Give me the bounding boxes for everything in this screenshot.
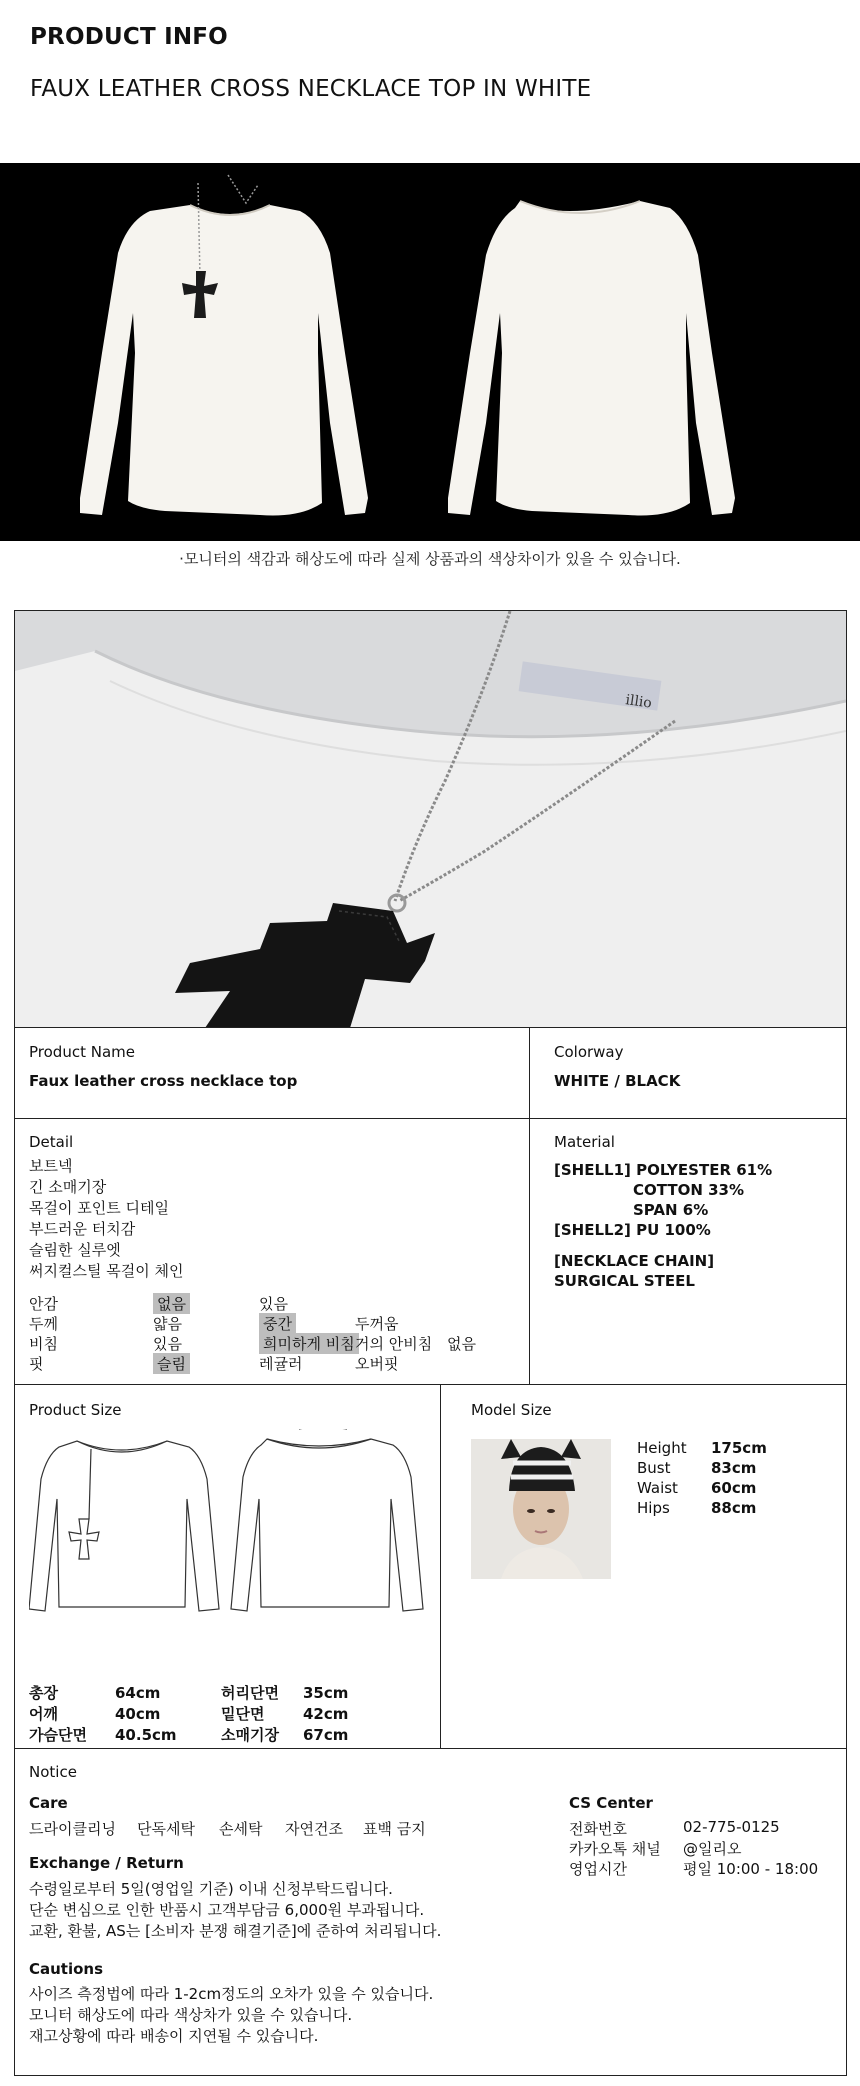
- care-item: 표백 금지: [363, 1820, 426, 1838]
- front-flat-sketch: [29, 1441, 219, 1611]
- material-label: Material: [554, 1133, 615, 1151]
- spec-option: 없음: [447, 1335, 476, 1353]
- model-row-value: 175cm: [711, 1439, 767, 1457]
- size-left-values: [115, 1683, 177, 1746]
- size-diagram: [29, 1429, 439, 1629]
- detail-line: 부드러운 터치감: [29, 1220, 136, 1238]
- size-name: 총장: [29, 1684, 58, 1702]
- material-line: [SHELL2] PU 100%: [554, 1221, 711, 1239]
- caution-line: 재고상황에 따라 배송이 지연될 수 있습니다.: [29, 2027, 319, 2045]
- size-name: 어깨: [29, 1705, 58, 1723]
- caution-line: 사이즈 측정법에 따라 1-2cm정도의 오차가 있을 수 있습니다.: [29, 1985, 434, 2003]
- model-row-value: 60cm: [711, 1479, 757, 1497]
- detail-list: [29, 1156, 183, 1282]
- care-item: 단독세탁: [137, 1820, 195, 1838]
- cs-row-value: 평일 10:00 - 18:00: [683, 1860, 819, 1878]
- detail-line: 목걸이 포인트 디테일: [29, 1199, 169, 1217]
- material-line: [NECKLACE CHAIN]: [554, 1252, 715, 1270]
- cs-row-name: 영업시간: [569, 1860, 627, 1878]
- spec-option: 오버핏: [355, 1355, 399, 1373]
- model-size-label: Model Size: [471, 1401, 552, 1419]
- product-name-label: Product Name: [29, 1043, 135, 1061]
- spec-name: 안감: [29, 1295, 58, 1313]
- spec-option: 있음: [259, 1295, 288, 1313]
- front-top-image: [80, 175, 368, 516]
- size-value: 42cm: [303, 1705, 349, 1723]
- size-value: 35cm: [303, 1684, 349, 1702]
- product-name-value: Faux leather cross necklace top: [29, 1072, 298, 1090]
- product-title: FAUX LEATHER CROSS NECKLACE TOP IN WHITE: [30, 76, 592, 102]
- model-row-name: Hips: [637, 1499, 670, 1517]
- back-flat-sketch: [231, 1429, 423, 1611]
- spec-option-selected: 희미하게 비침: [259, 1333, 359, 1354]
- spec-option: 있음: [153, 1335, 182, 1353]
- exchange-line: 수령일로부터 5일(영업일 기준) 이내 신청부탁드립니다.: [29, 1880, 393, 1898]
- colorway-label: Colorway: [554, 1043, 624, 1061]
- spec-name: 핏: [29, 1355, 44, 1373]
- spec-name: 비침: [29, 1335, 58, 1353]
- spec-option: 얇음: [153, 1315, 182, 1333]
- size-name: 소매기장: [221, 1726, 279, 1744]
- size-value: 64cm: [115, 1684, 161, 1702]
- size-name: 허리단면: [221, 1684, 279, 1702]
- cs-row-value: @일리오: [683, 1840, 742, 1858]
- exchange-title: Exchange / Return: [29, 1854, 184, 1872]
- product-info-sheet: [14, 610, 847, 2076]
- size-left-names: [29, 1683, 87, 1746]
- size-name: 밑단면: [221, 1705, 265, 1723]
- care-title: Care: [29, 1794, 68, 1812]
- spec-option: 레귤러: [259, 1355, 303, 1373]
- model-row-value: 88cm: [711, 1499, 757, 1517]
- model-photo: [471, 1439, 611, 1579]
- photo-label-tag: illio: [624, 692, 653, 712]
- detail-line: 긴 소매기장: [29, 1178, 107, 1196]
- material-line: COTTON 33%: [633, 1181, 744, 1199]
- cs-row-name: 전화번호: [569, 1820, 627, 1838]
- caution-line: 모니터 해상도에 따라 색상차가 있을 수 있습니다.: [29, 2006, 353, 2024]
- detail-line: 슬림한 실루엣: [29, 1241, 121, 1259]
- hero-product-image: [0, 163, 860, 541]
- monitor-color-notice: ·모니터의 색감과 해상도에 따라 실제 상품과의 색상차이가 있을 수 있습니다.: [179, 550, 681, 568]
- size-right-names: [221, 1683, 279, 1746]
- material-line: SPAN 6%: [633, 1201, 709, 1219]
- cs-row-value: 02-775-0125: [683, 1818, 780, 1836]
- material-list: [554, 1160, 772, 1291]
- model-row-name: Waist: [637, 1479, 678, 1497]
- detail-photo: [15, 611, 846, 1028]
- cs-row-name: 카카오톡 채널: [569, 1840, 661, 1858]
- cautions-list: [29, 1984, 433, 2047]
- product-size-label: Product Size: [29, 1401, 122, 1419]
- colorway-value: WHITE / BLACK: [554, 1072, 681, 1090]
- detail-label: Detail: [29, 1133, 74, 1151]
- cautions-title: Cautions: [29, 1960, 104, 1978]
- model-row-name: Height: [637, 1439, 687, 1457]
- spec-name: 두께: [29, 1315, 58, 1333]
- care-item: 드라이클리닝: [29, 1820, 116, 1838]
- cs-center-title: CS Center: [569, 1794, 653, 1812]
- section-title: PRODUCT INFO: [30, 24, 228, 50]
- size-value: 40.5cm: [115, 1726, 177, 1744]
- size-name: 가슴단면: [29, 1726, 87, 1744]
- spec-option-selected: 없음: [153, 1293, 190, 1314]
- size-right-values: [303, 1683, 348, 1746]
- care-item: 자연건조: [285, 1820, 343, 1838]
- model-row-name: Bust: [637, 1459, 671, 1477]
- model-row-value: 83cm: [711, 1459, 757, 1477]
- detail-line: 보트넥: [29, 1157, 73, 1175]
- exchange-list: [29, 1879, 441, 1942]
- size-value: 40cm: [115, 1705, 161, 1723]
- exchange-line: 단순 변심으로 인한 반품시 고객부담금 6,000원 부과됩니다.: [29, 1901, 425, 1919]
- exchange-line: 교환, 환불, AS는 [소비자 분쟁 해결기준]에 준하여 처리됩니다.: [29, 1922, 442, 1940]
- material-line: [SHELL1] POLYESTER 61%: [554, 1161, 773, 1179]
- back-top-image: [448, 201, 735, 516]
- spec-option-selected: 슬림: [153, 1353, 190, 1374]
- spec-option: 두꺼움: [355, 1315, 399, 1333]
- care-item: 손세탁: [219, 1820, 263, 1838]
- spec-option-selected: 중간: [259, 1313, 296, 1334]
- detail-line: 써지컬스틸 목걸이 체인: [29, 1262, 184, 1280]
- size-value: 67cm: [303, 1726, 349, 1744]
- notice-label: Notice: [29, 1763, 77, 1781]
- material-line: SURGICAL STEEL: [554, 1272, 695, 1290]
- spec-option: 거의 안비침: [355, 1335, 433, 1353]
- material-spacer: [554, 1240, 772, 1251]
